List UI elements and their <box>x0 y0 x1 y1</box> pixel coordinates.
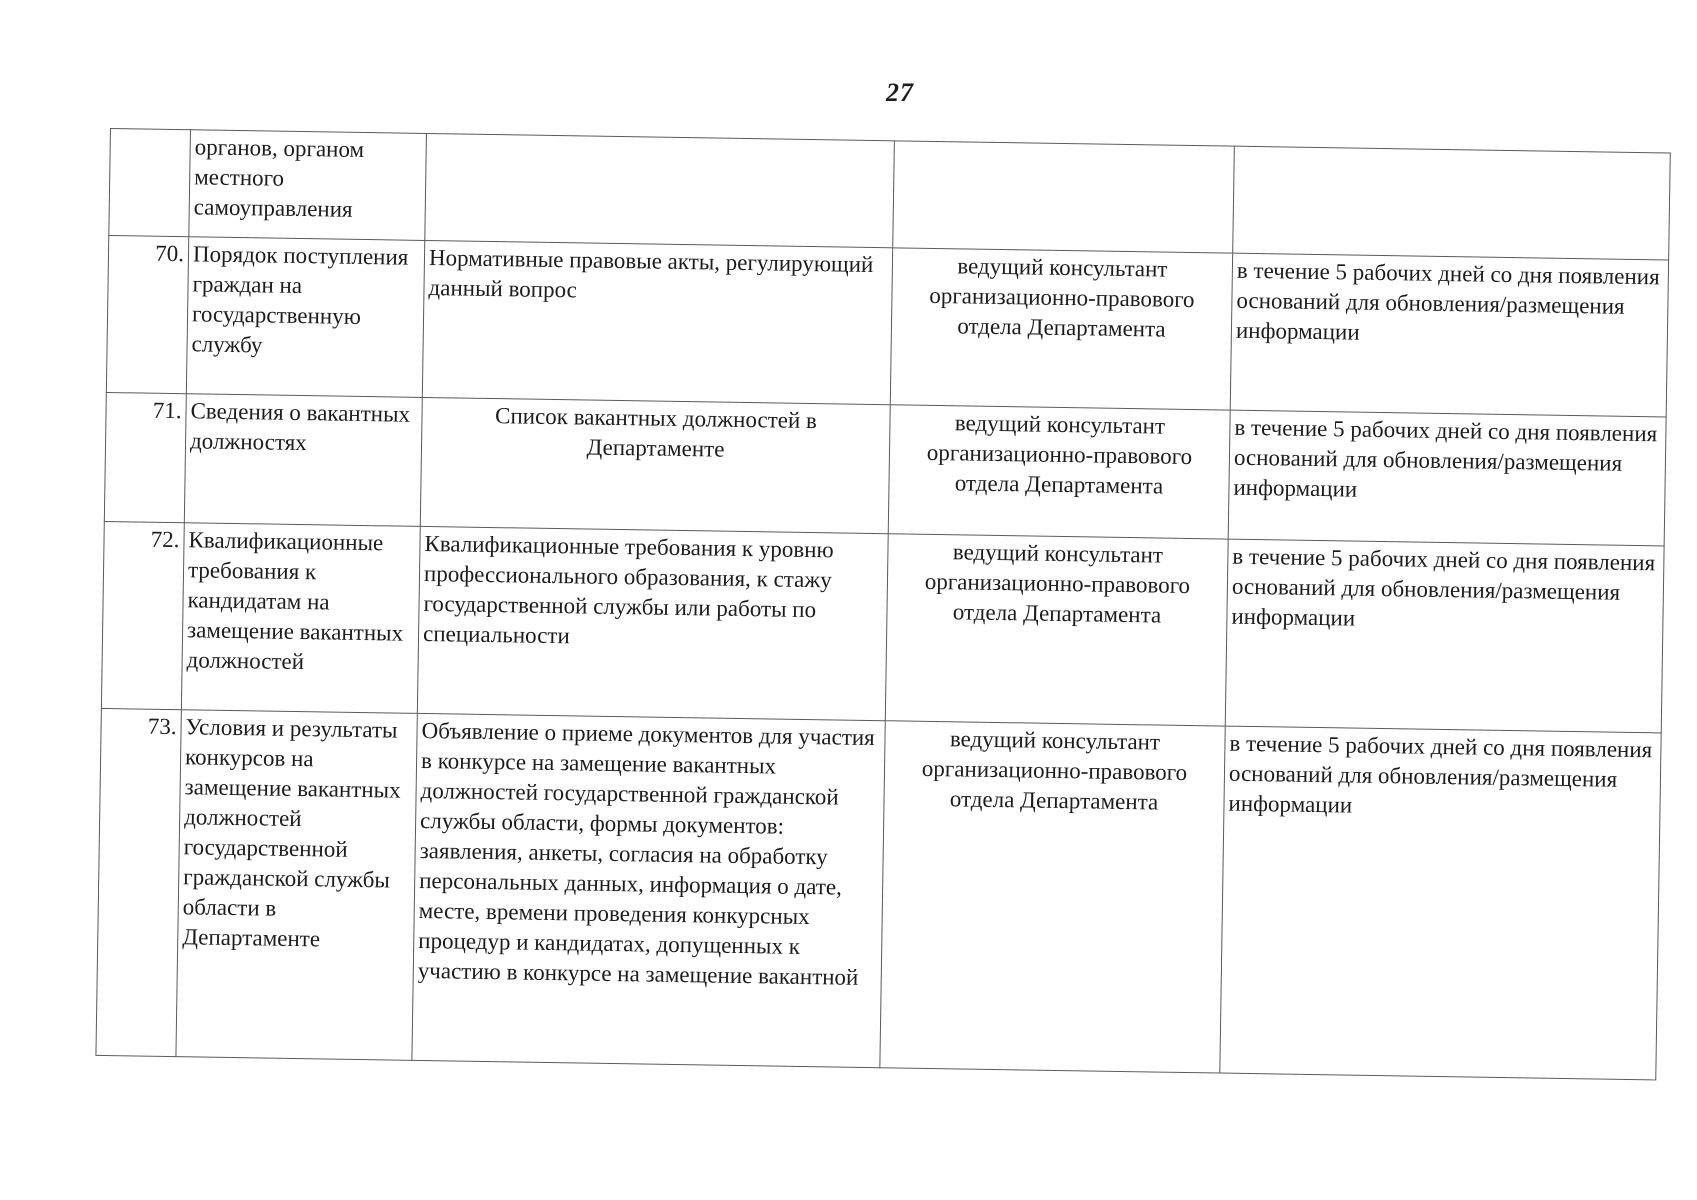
row-number-cell: 73. <box>96 708 181 1056</box>
row-name-cell: органов, органом местного самоуправления <box>189 130 427 241</box>
row-name-cell: Квалификационные требования к кандидатам на замещение вакантных должностей <box>181 523 420 714</box>
row-number-cell: 71. <box>104 392 186 522</box>
row-content-cell <box>425 133 895 247</box>
row-responsible-cell: ведущий консультант организационно-правового отдела Департамента <box>890 248 1232 410</box>
row-responsible-cell: ведущий консультант организационно-правового отдела Департамента <box>885 534 1228 726</box>
table-row <box>101 521 1664 732</box>
row-number-cell <box>109 129 191 237</box>
row-term-cell: в течение 5 рабочих дней со дня появления оснований для обновления/размещения информации <box>1230 253 1668 417</box>
row-content-cell: Квалификационные требования к уровню профессионального образования, к стажу государственной службы или работы по специальности <box>417 526 888 720</box>
table-row <box>96 708 1661 1079</box>
row-number-cell: 70. <box>106 235 188 393</box>
row-responsible-cell: ведущий консультант организационно-правового отдела Департамента <box>888 405 1230 539</box>
page-number: 27 <box>886 78 914 107</box>
row-content-cell: Нормативные правовые акты, регулирующий данный вопрос <box>422 240 892 404</box>
row-number-cell: 72. <box>101 521 184 709</box>
row-name-cell: Условия и результаты конкурсов на замещение вакантных должностей государственной гражданской службы области в Департаменте <box>176 710 417 1061</box>
table-row <box>104 392 1666 545</box>
row-name-cell: Сведения о вакантных должностях <box>184 394 422 527</box>
row-content-cell: Список вакантных должностей в Департаменте <box>420 397 890 533</box>
row-name-cell: Порядок поступления граждан на государственную службу <box>186 237 424 398</box>
row-term-cell: в течение 5 рабочих дней со дня появления оснований для обновления/размещения информации <box>1220 726 1661 1080</box>
table-row <box>106 235 1668 416</box>
row-term-cell: в течение 5 рабочих дней со дня появления оснований для обновления/размещения информации <box>1228 410 1666 546</box>
information-table <box>95 128 1670 1080</box>
row-term-cell <box>1233 146 1671 260</box>
row-content-cell: Объявление о приеме документов для участия в конкурсе на замещение вакантных должностей государственной гражданской службы области, формы документов: заявления, анкеты, согласия на обработку персональных данных, информация о дате, месте, времени проведения конкурсных процедур и кандидатах, допущенных к участию в конкурсе на замещение вакантной <box>412 713 885 1067</box>
row-term-cell: в течение 5 рабочих дней со дня появления оснований для обновления/размещения информации <box>1225 539 1664 733</box>
row-responsible-cell: ведущий консультант организационно-правового отдела Департамента <box>880 721 1225 1073</box>
row-responsible-cell <box>893 141 1235 253</box>
document-sheet <box>95 128 1669 1080</box>
